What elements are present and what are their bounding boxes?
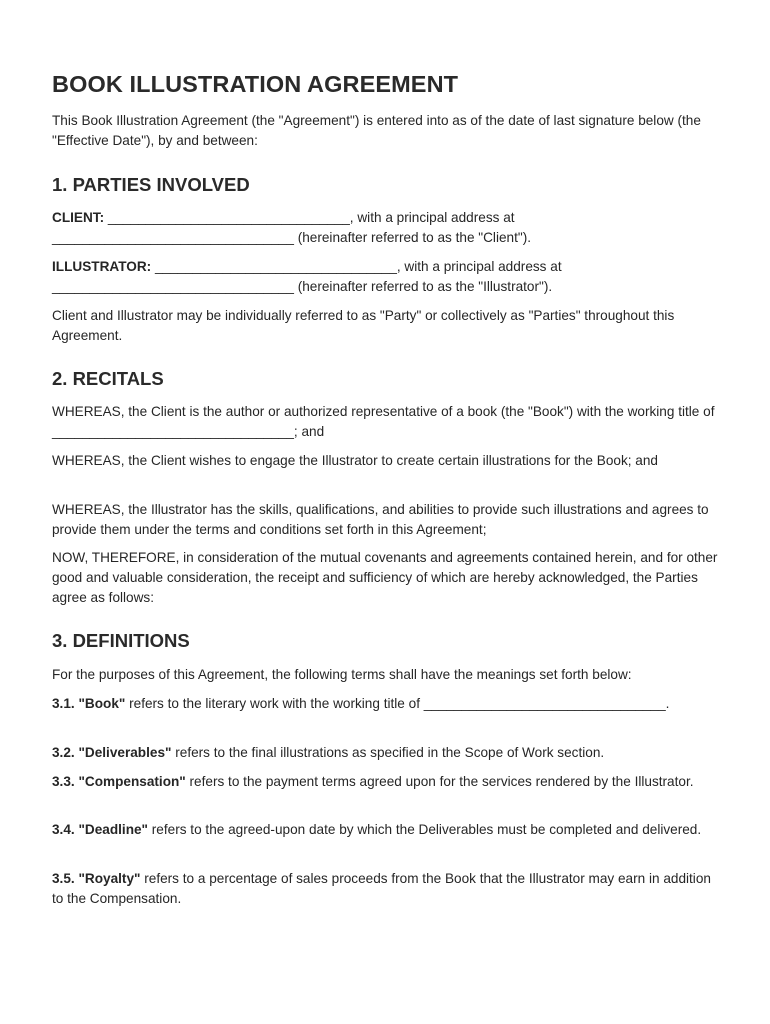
definition-term: 3.5. "Royalty"	[52, 871, 141, 886]
client-paragraph	[52, 208, 724, 248]
definition-text: refers to the payment terms agreed upon for the services rendered by the Illustrator.	[185, 774, 694, 789]
recital-paragraph: WHEREAS, the Illustrator has the skills, qualifications, and abilities to provide such illustrations and agrees to provide them under the terms and conditions set forth in this Agreement;	[52, 502, 709, 537]
client-label: CLIENT:	[52, 210, 105, 225]
definition-term: 3.4. "Deadline"	[52, 822, 148, 837]
definition-text: refers to the literary work with the working title of ________________________________.	[125, 696, 670, 711]
definition-item	[52, 694, 724, 714]
illustrator-label: ILLUSTRATOR:	[52, 259, 152, 274]
section-heading-recitals: 2. RECITALS	[52, 368, 164, 389]
recital-paragraph: WHEREAS, the Client is the author or authorized representative of a book (the "Book") with the working title of ________________________________; and	[52, 404, 715, 439]
definition-item	[52, 820, 724, 840]
definition-term: 3.2. "Deliverables"	[52, 745, 172, 760]
section-heading-definitions: 3. DEFINITIONS	[52, 630, 190, 651]
definition-term: 3.3. "Compensation"	[52, 774, 186, 789]
parties-note: Client and Illustrator may be individually referred to as "Party" or collectively as "Parties" throughout this Agreement.	[52, 308, 675, 343]
definitions-intro: For the purposes of this Agreement, the following terms shall have the meanings set forth below:	[52, 667, 632, 682]
definition-text: refers to a percentage of sales proceeds from the Book that the Illustrator may earn in addition to the Compensation.	[52, 871, 711, 906]
intro-paragraph: This Book Illustration Agreement (the "Agreement") is entered into as of the date of last signature below (the "Effective Date"), by and between:	[52, 113, 701, 148]
definition-term: 3.1. "Book"	[52, 696, 126, 711]
section-heading-parties: 1. PARTIES INVOLVED	[52, 174, 250, 195]
recital-paragraph: NOW, THEREFORE, in consideration of the mutual covenants and agreements contained herein, and for other good and valuable consideration, the receipt and sufficiency of which are hereby acknowledged, the Parties agree as follows:	[52, 550, 718, 605]
definition-text: refers to the final illustrations as specified in the Scope of Work section.	[171, 745, 605, 760]
definition-item	[52, 772, 724, 792]
illustrator-text: ________________________________, with a principal address at ________________________________ (hereinafter referred to as the "Illustrator").	[52, 259, 562, 294]
definition-item	[52, 869, 724, 909]
illustrator-paragraph	[52, 257, 724, 297]
definition-item	[52, 743, 724, 763]
recital-paragraph: WHEREAS, the Client wishes to engage the Illustrator to create certain illustrations for the Book; and	[52, 453, 658, 468]
definition-text: refers to the agreed-upon date by which the Deliverables must be completed and delivered.	[148, 822, 702, 837]
document-title: BOOK ILLUSTRATION AGREEMENT	[52, 71, 459, 97]
client-text: ________________________________, with a principal address at ________________________________ (hereinafter referred to as the "Client").	[52, 210, 532, 245]
